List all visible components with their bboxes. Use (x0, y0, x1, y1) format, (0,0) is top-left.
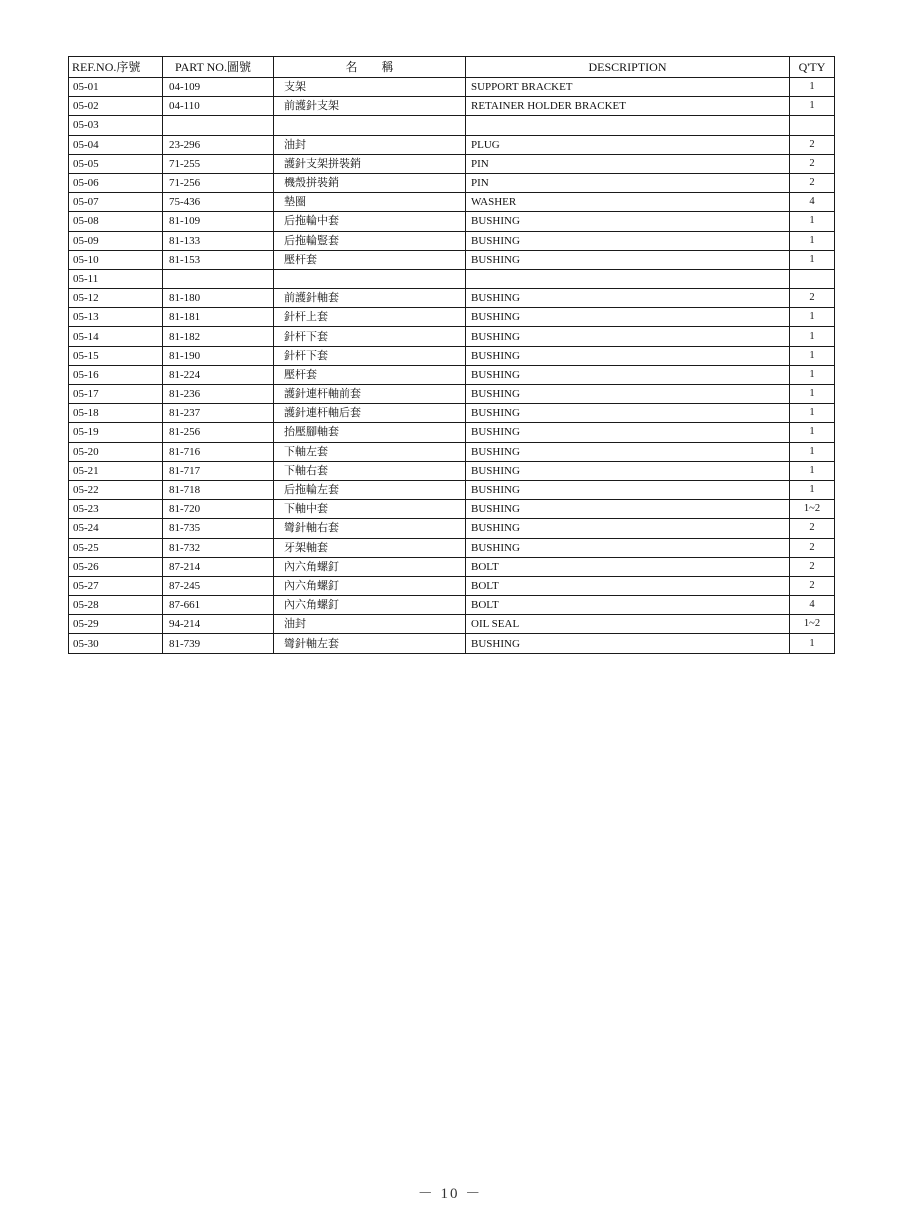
cell-qty: 1 (790, 308, 835, 327)
cell-description: PLUG (466, 135, 790, 154)
cell-description: BOLT (466, 576, 790, 595)
cell-description: BUSHING (466, 308, 790, 327)
cell-description: BUSHING (466, 327, 790, 346)
cell-name: 機殼拼裝銷 (274, 173, 466, 192)
cell-description: BUSHING (466, 231, 790, 250)
cell-name: 護針連杆軸前套 (274, 385, 466, 404)
cell-part-no: 81-739 (163, 634, 274, 653)
cell-description: BUSHING (466, 519, 790, 538)
cell-name: 后拖輪豎套 (274, 231, 466, 250)
cell-part-no: 81-181 (163, 308, 274, 327)
table-row (69, 78, 835, 97)
cell-ref-no: 05-07 (69, 193, 163, 212)
cell-ref-no: 05-12 (69, 289, 163, 308)
table-row (69, 385, 835, 404)
cell-part-no: 81-153 (163, 250, 274, 269)
cell-part-no: 71-256 (163, 173, 274, 192)
cell-ref-no: 05-02 (69, 97, 163, 116)
cell-name: 墊圈 (274, 193, 466, 212)
cell-description (466, 116, 790, 135)
cell-qty: 1 (790, 385, 835, 404)
cell-name: 針杆上套 (274, 308, 466, 327)
table-row (69, 480, 835, 499)
cell-qty: 1 (790, 212, 835, 231)
table-row (69, 193, 835, 212)
header-qty: Q'TY (790, 57, 835, 78)
cell-description: BUSHING (466, 346, 790, 365)
table-row (69, 327, 835, 346)
cell-name: 下軸右套 (274, 461, 466, 480)
table-row (69, 135, 835, 154)
cell-description: BUSHING (466, 461, 790, 480)
cell-description: BUSHING (466, 250, 790, 269)
cell-description: PIN (466, 173, 790, 192)
cell-qty: 1 (790, 250, 835, 269)
cell-name: 油封 (274, 135, 466, 154)
cell-qty: 2 (790, 289, 835, 308)
cell-ref-no: 05-13 (69, 308, 163, 327)
table-row (69, 308, 835, 327)
cell-description: BUSHING (466, 634, 790, 653)
cell-qty: 2 (790, 519, 835, 538)
cell-name: 支架 (274, 78, 466, 97)
cell-name: 壓杆套 (274, 250, 466, 269)
cell-description: WASHER (466, 193, 790, 212)
cell-ref-no: 05-14 (69, 327, 163, 346)
cell-name: 彎針軸左套 (274, 634, 466, 653)
table-row (69, 538, 835, 557)
cell-ref-no: 05-01 (69, 78, 163, 97)
table-row (69, 576, 835, 595)
cell-description: PIN (466, 154, 790, 173)
cell-ref-no: 05-27 (69, 576, 163, 595)
cell-ref-no: 05-21 (69, 461, 163, 480)
cell-ref-no: 05-10 (69, 250, 163, 269)
table-row (69, 116, 835, 135)
cell-part-no: 81-182 (163, 327, 274, 346)
cell-description: RETAINER HOLDER BRACKET (466, 97, 790, 116)
cell-part-no: 87-661 (163, 596, 274, 615)
cell-part-no: 94-214 (163, 615, 274, 634)
cell-ref-no: 05-16 (69, 365, 163, 384)
table-row (69, 423, 835, 442)
cell-part-no: 81-109 (163, 212, 274, 231)
cell-qty: 1 (790, 634, 835, 653)
table-row (69, 615, 835, 634)
cell-name: 內六角螺釘 (274, 596, 466, 615)
cell-ref-no: 05-17 (69, 385, 163, 404)
cell-part-no: 75-436 (163, 193, 274, 212)
cell-name: 內六角螺釘 (274, 576, 466, 595)
header-ref-no: REF.NO.序號 (69, 57, 163, 78)
cell-part-no: 81-718 (163, 480, 274, 499)
cell-name: 護針連杆軸后套 (274, 404, 466, 423)
cell-name: 彎針軸右套 (274, 519, 466, 538)
cell-part-no: 87-245 (163, 576, 274, 595)
table-row (69, 634, 835, 653)
cell-part-no: 81-224 (163, 365, 274, 384)
cell-description (466, 269, 790, 288)
cell-part-no: 23-296 (163, 135, 274, 154)
cell-part-no: 81-732 (163, 538, 274, 557)
cell-qty: 2 (790, 576, 835, 595)
cell-ref-no: 05-25 (69, 538, 163, 557)
table-row (69, 173, 835, 192)
table-row (69, 365, 835, 384)
cell-name: 后拖輪左套 (274, 480, 466, 499)
cell-ref-no: 05-09 (69, 231, 163, 250)
cell-description: BUSHING (466, 385, 790, 404)
cell-part-no: 81-256 (163, 423, 274, 442)
table-header-row (69, 57, 835, 78)
cell-ref-no: 05-06 (69, 173, 163, 192)
cell-ref-no: 05-05 (69, 154, 163, 173)
cell-description: SUPPORT BRACKET (466, 78, 790, 97)
cell-description: BUSHING (466, 404, 790, 423)
cell-name: 牙架軸套 (274, 538, 466, 557)
cell-name: 后拖輪中套 (274, 212, 466, 231)
cell-ref-no: 05-03 (69, 116, 163, 135)
cell-ref-no: 05-19 (69, 423, 163, 442)
cell-part-no: 81-190 (163, 346, 274, 365)
cell-part-no: 81-720 (163, 500, 274, 519)
header-part-no: PART NO.圖號 (163, 57, 274, 78)
cell-qty: 2 (790, 135, 835, 154)
page-number: － 10 － (417, 1186, 483, 1202)
cell-qty: 4 (790, 193, 835, 212)
cell-part-no: 81-717 (163, 461, 274, 480)
cell-description: BUSHING (466, 212, 790, 231)
cell-ref-no: 05-22 (69, 480, 163, 499)
table-row (69, 404, 835, 423)
cell-qty: 1 (790, 78, 835, 97)
cell-ref-no: 05-30 (69, 634, 163, 653)
table-row (69, 557, 835, 576)
cell-qty: 1 (790, 461, 835, 480)
cell-qty: 1 (790, 442, 835, 461)
cell-name: 前護針支架 (274, 97, 466, 116)
cell-name: 針杆下套 (274, 346, 466, 365)
cell-qty: 2 (790, 173, 835, 192)
cell-name (274, 269, 466, 288)
cell-ref-no: 05-18 (69, 404, 163, 423)
table-row (69, 289, 835, 308)
cell-qty: 1 (790, 423, 835, 442)
cell-name: 下軸中套 (274, 500, 466, 519)
cell-qty: 1 (790, 480, 835, 499)
cell-qty: 1 (790, 346, 835, 365)
cell-qty: 2 (790, 538, 835, 557)
cell-name: 前護針軸套 (274, 289, 466, 308)
cell-part-no: 04-110 (163, 97, 274, 116)
cell-part-no: 81-237 (163, 404, 274, 423)
table-row (69, 519, 835, 538)
cell-ref-no: 05-23 (69, 500, 163, 519)
cell-qty: 1~2 (790, 615, 835, 634)
cell-part-no: 04-109 (163, 78, 274, 97)
cell-part-no: 71-255 (163, 154, 274, 173)
cell-name: 內六角螺釘 (274, 557, 466, 576)
cell-qty: 1 (790, 327, 835, 346)
cell-ref-no: 05-04 (69, 135, 163, 154)
cell-description: BUSHING (466, 538, 790, 557)
cell-description: BUSHING (466, 480, 790, 499)
table-row (69, 212, 835, 231)
cell-ref-no: 05-15 (69, 346, 163, 365)
cell-qty: 1 (790, 404, 835, 423)
table-row (69, 154, 835, 173)
cell-description: OIL SEAL (466, 615, 790, 634)
cell-part-no (163, 116, 274, 135)
parts-table (68, 56, 835, 654)
cell-description: BUSHING (466, 500, 790, 519)
cell-description: BUSHING (466, 442, 790, 461)
cell-ref-no: 05-20 (69, 442, 163, 461)
cell-qty (790, 116, 835, 135)
cell-qty: 2 (790, 154, 835, 173)
cell-qty: 1 (790, 97, 835, 116)
table-row (69, 461, 835, 480)
cell-name: 油封 (274, 615, 466, 634)
cell-ref-no: 05-29 (69, 615, 163, 634)
cell-name: 針杆下套 (274, 327, 466, 346)
cell-qty (790, 269, 835, 288)
table-row (69, 250, 835, 269)
header-name: 名 稱 (274, 57, 466, 78)
cell-ref-no: 05-11 (69, 269, 163, 288)
table-row (69, 97, 835, 116)
cell-description: BUSHING (466, 365, 790, 384)
cell-description: BOLT (466, 596, 790, 615)
table-row (69, 596, 835, 615)
cell-name: 壓杆套 (274, 365, 466, 384)
cell-qty: 1 (790, 365, 835, 384)
cell-qty: 2 (790, 557, 835, 576)
table-row (69, 231, 835, 250)
cell-part-no: 81-133 (163, 231, 274, 250)
cell-ref-no: 05-08 (69, 212, 163, 231)
cell-qty: 1~2 (790, 500, 835, 519)
cell-part-no: 81-716 (163, 442, 274, 461)
cell-part-no (163, 269, 274, 288)
cell-name: 抬壓腳軸套 (274, 423, 466, 442)
table-row (69, 269, 835, 288)
cell-part-no: 81-180 (163, 289, 274, 308)
header-description: DESCRIPTION (466, 57, 790, 78)
cell-ref-no: 05-26 (69, 557, 163, 576)
cell-description: BOLT (466, 557, 790, 576)
cell-part-no: 81-735 (163, 519, 274, 538)
cell-part-no: 87-214 (163, 557, 274, 576)
cell-qty: 4 (790, 596, 835, 615)
cell-name: 護針支架拼裝銷 (274, 154, 466, 173)
cell-description: BUSHING (466, 423, 790, 442)
cell-qty: 1 (790, 231, 835, 250)
cell-description: BUSHING (466, 289, 790, 308)
table-row (69, 442, 835, 461)
cell-ref-no: 05-28 (69, 596, 163, 615)
cell-name (274, 116, 466, 135)
cell-ref-no: 05-24 (69, 519, 163, 538)
table-row (69, 346, 835, 365)
cell-part-no: 81-236 (163, 385, 274, 404)
table-row (69, 500, 835, 519)
table-body (69, 78, 835, 654)
cell-name: 下軸左套 (274, 442, 466, 461)
